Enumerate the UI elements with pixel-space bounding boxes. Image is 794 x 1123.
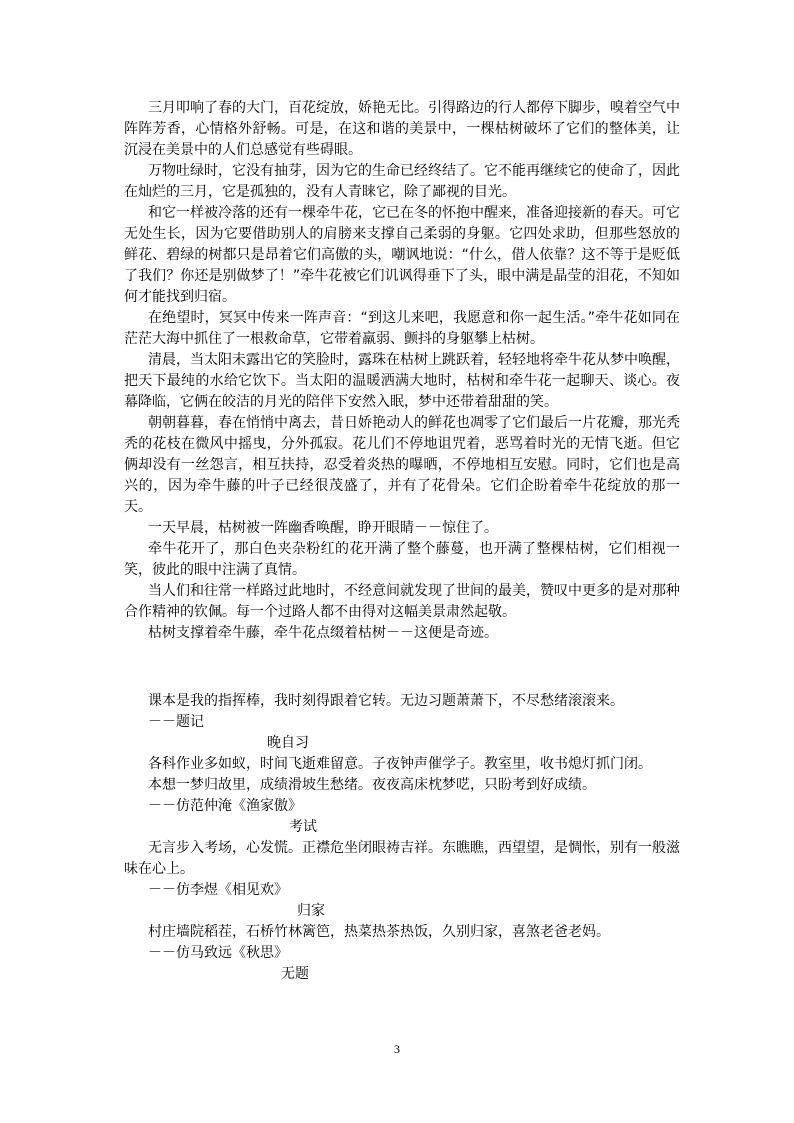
poems-section: [124, 691, 680, 985]
poem-line: 各科作业多如蚁，时间飞逝难留意。子夜钟声催学子。教室里，收书熄灯抓门闭。: [148, 756, 652, 772]
essay-paragraph: 枯树支撑着牵牛藤，牵牛花点缀着枯树－－这便是奇迹。: [148, 625, 498, 641]
poem-line: 本想一梦归故里，成绩滑坡生愁绪。夜夜高床枕梦呓，只盼考到好成绩。: [148, 777, 596, 793]
essay-paragraph: 清晨，当太阳未露出它的笑脸时，露珠在枯树上跳跃着，轻轻地将牵牛花从梦中唤醒，把天下最纯的水给它饮下。当太阳的温暖洒满大地时，枯树和牵牛花一起聊天、谈心。夜幕降临，它俩在皎洁的月光的陪伴下安然入眠，梦中还带着甜甜的笑。: [124, 352, 680, 410]
poem-title: 考试: [289, 819, 317, 835]
poem-line: 村庄墙院稻茬，石桥竹林篱笆，热菜热茶热饭，久别归家，喜煞老爸老妈。: [148, 924, 610, 940]
poems-intro-attribution: －－题记: [148, 714, 204, 730]
essay-paragraph: 当人们和往常一样路过此地时，不经意间就发现了世间的最美，赞叹中更多的是对那种合作精神的钦佩。每一个过路人都不由得对这幅美景肃然起敬。: [124, 583, 680, 620]
poems-intro: 课本是我的指挥棒，我时刻得跟着它转。无边习题萧萧下，不尽愁绪滚滚来。: [148, 693, 624, 709]
poem-attribution: －－仿范仲淹《渔家傲》: [148, 798, 302, 814]
poem-title: 无题: [281, 966, 309, 982]
poem-attribution: －－仿李煜《相见欢》: [148, 882, 288, 898]
poem-attribution: －－仿马致远《秋思》: [148, 945, 288, 961]
poem-title: 晚自习: [267, 735, 309, 751]
essay-paragraph: 万物吐绿时，它没有抽芽，因为它的生命已经终结了。它不能再继续它的使命了，因此在灿烂的三月，它是孤独的，没有人青睐它，除了鄙视的目光。: [124, 163, 680, 200]
essay-paragraph: 牵牛花开了，那白色夹杂粉红的花开满了整个藤蔓，也开满了整棵枯树，它们相视一笑，彼此的眼中注满了真情。: [124, 541, 680, 578]
essay-paragraph: 一天早晨，枯树被一阵幽香唤醒，睁开眼睛－－惊住了。: [148, 520, 498, 536]
essay-paragraph: 三月叩响了春的大门，百花绽放，娇艳无比。引得路边的行人都停下脚步，嗅着空气中阵阵芳香，心情格外舒畅。可是，在这和谐的美景中，一棵枯树破坏了它们的整体美，让沉浸在美景中的人们总感觉有些碍眼。: [124, 100, 680, 158]
essay-section: [124, 98, 680, 644]
essay-paragraph: 朝朝暮暮，春在悄悄中离去，昔日娇艳动人的鲜花也凋零了它们最后一片花瓣，那光秃秃的花枝在微风中摇曳，分外孤寂。花儿们不停地诅咒着，恶骂着时光的无情飞逝。但它俩却没有一丝怨言，相互扶持，忍受着炎热的曝晒，不停地相互安慰。同时，它们也是高兴的，因为牵牛藤的叶子已经很茂盛了，并有了花骨朵。它们企盼着牵牛花绽放的那一天。: [124, 415, 680, 515]
essay-paragraph: 在绝望时，冥冥中传来一阵声音：“到这儿来吧，我愿意和你一起生活。”牵牛花如同在茫茫大海中抓住了一根救命草，它带着羸弱、颤抖的身躯攀上枯树。: [124, 310, 680, 347]
page-number: 3: [394, 1042, 400, 1056]
poem-title: 归家: [297, 903, 325, 919]
poem-line: 无言步入考场，心发慌。正襟危坐闭眼祷吉祥。东瞧瞧，西望望，是惆怅，别有一般滋味在心上。: [124, 840, 680, 877]
essay-paragraph: 和它一样被冷落的还有一棵牵牛花，它已在冬的怀抱中醒来，准备迎接新的春天。可它无处生长，因为它要借助别人的肩膀来支撑自己柔弱的身躯。它四处求助，但那些怒放的鲜花、碧绿的树都只是昂着它们高傲的头，嘲讽地说：“什么，借人依靠？这不等于是贬低了我们？你还是别做梦了！”牵牛花被它们讥讽得垂下了头，眼中满是晶莹的泪花，不知如何才能找到归宿。: [124, 205, 680, 305]
